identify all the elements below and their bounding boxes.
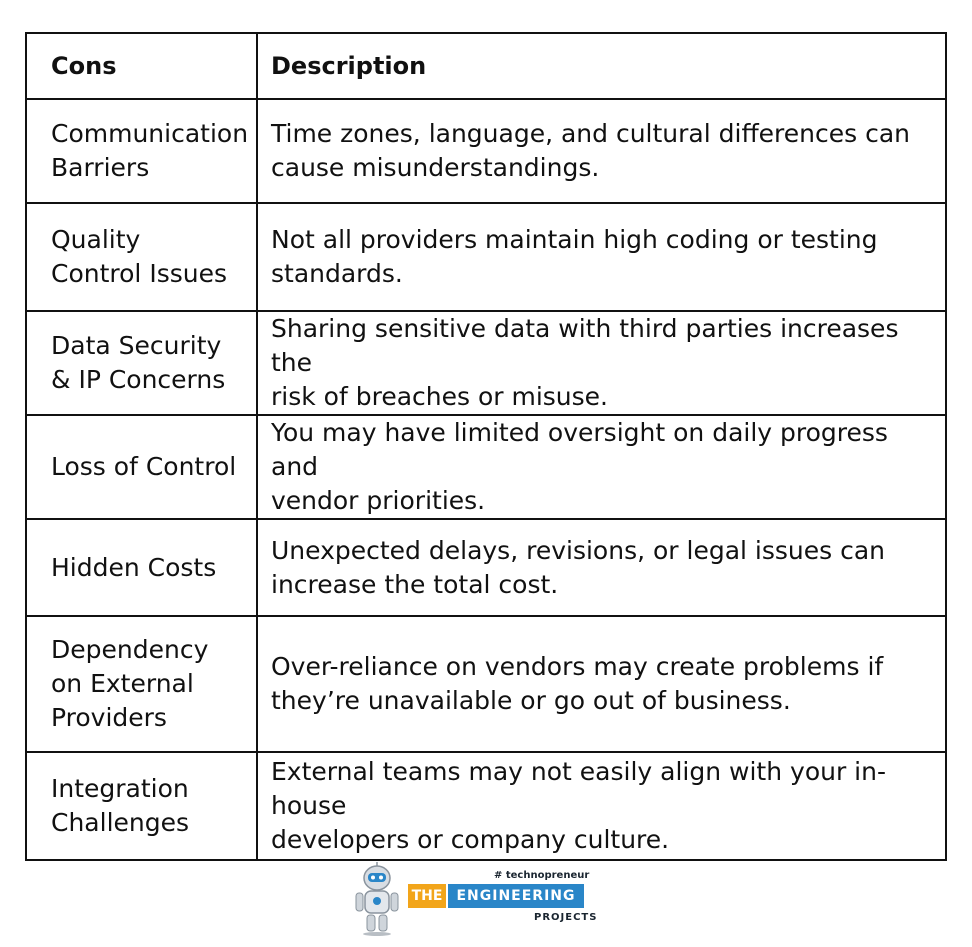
cons-table xyxy=(25,32,947,861)
description-line: standards. xyxy=(271,259,403,288)
logo-the: THE xyxy=(408,884,446,908)
con-line: & IP Concerns xyxy=(51,365,226,394)
description-line: Over-reliance on vendors may create problems if xyxy=(271,652,884,681)
description-line: vendor priorities. xyxy=(271,486,486,515)
description-line: Unexpected delays, revisions, or legal issues can xyxy=(271,535,886,565)
con-line: Communication xyxy=(51,119,249,148)
site-logo xyxy=(352,858,602,938)
logo-tagline: # technopreneur xyxy=(494,870,590,881)
description-line: developers or company culture. xyxy=(271,825,670,854)
con-line: Barriers xyxy=(51,153,150,182)
description-cell xyxy=(257,99,946,203)
header-row xyxy=(26,33,946,99)
con-line: Quality xyxy=(51,225,141,254)
description-line: Time zones, language, and cultural differences can xyxy=(271,119,911,148)
table-row xyxy=(26,519,946,616)
con-cell xyxy=(26,415,257,519)
description-cell xyxy=(257,203,946,311)
logo-projects: PROJECTS xyxy=(534,912,598,923)
table-row xyxy=(26,311,946,415)
description-cell xyxy=(257,519,946,616)
con-cell xyxy=(26,519,257,616)
table-row xyxy=(26,415,946,519)
con-cell xyxy=(26,99,257,203)
description-line: Sharing sensitive data with third parties increases the xyxy=(271,314,899,377)
description-line: increase the total cost. xyxy=(271,569,559,599)
con-line: Providers xyxy=(51,703,167,732)
header-description: Description xyxy=(257,33,946,99)
con-line: Dependency xyxy=(51,635,209,664)
header-cons: Cons xyxy=(26,33,257,99)
con-line: Hidden Costs xyxy=(51,552,217,582)
description-line: Not all providers maintain high coding or testing xyxy=(271,225,878,254)
description-cell xyxy=(257,752,946,860)
con-line: on External xyxy=(51,669,194,698)
description-cell xyxy=(257,415,946,519)
description-line: risk of breaches or misuse. xyxy=(271,382,608,411)
table-row xyxy=(26,752,946,860)
con-cell xyxy=(26,311,257,415)
con-line: Integration xyxy=(51,774,189,803)
con-line: Loss of Control xyxy=(51,452,237,481)
description-line: cause misunderstandings. xyxy=(271,153,600,182)
robot-mascot-icon xyxy=(352,862,402,936)
description-line: External teams may not easily align with your in-house xyxy=(271,757,886,820)
con-cell xyxy=(26,203,257,311)
table-row xyxy=(26,616,946,752)
con-line: Control Issues xyxy=(51,259,227,288)
description-line: they’re unavailable or go out of business. xyxy=(271,686,791,715)
logo-engineering: ENGINEERING xyxy=(448,884,584,908)
description-line: You may have limited oversight on daily progress and xyxy=(271,418,888,481)
description-cell xyxy=(257,311,946,415)
con-cell xyxy=(26,616,257,752)
description-cell xyxy=(257,616,946,752)
con-cell xyxy=(26,752,257,860)
con-line: Challenges xyxy=(51,808,190,837)
table-row xyxy=(26,203,946,311)
con-line: Data Security xyxy=(51,331,222,360)
table-row xyxy=(26,99,946,203)
